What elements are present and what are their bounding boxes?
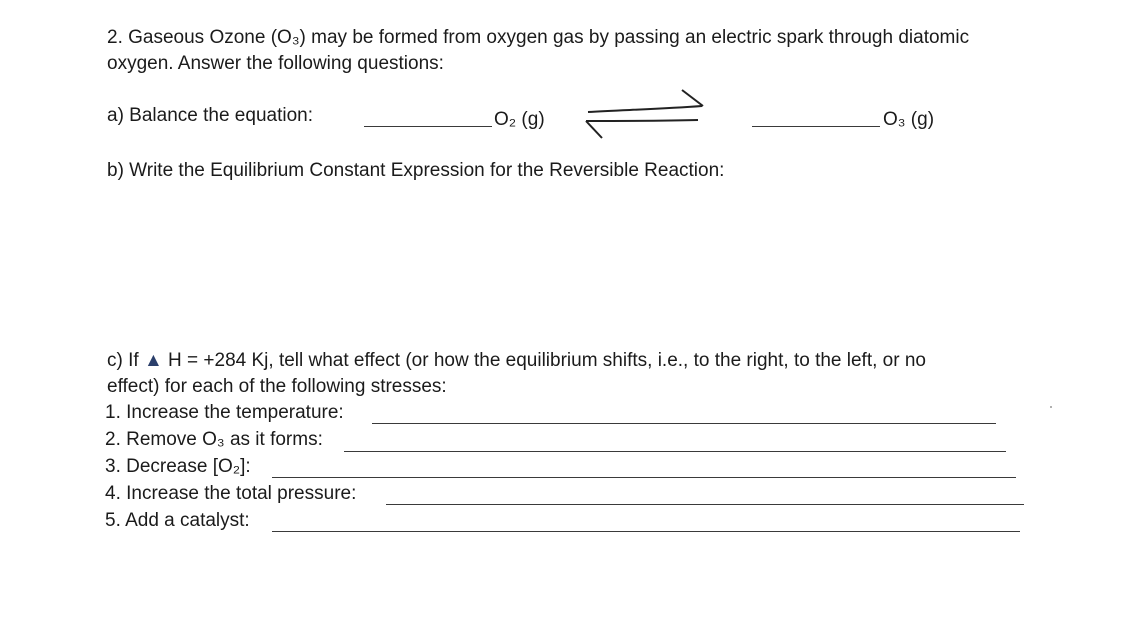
reactant-formula: O₂ (g)	[494, 109, 545, 130]
part-b-answer-area[interactable]	[107, 190, 1007, 330]
product-coefficient-blank[interactable]	[752, 126, 880, 127]
part-a-label: a) Balance the equation:	[107, 105, 313, 126]
stress-answer-3[interactable]	[272, 477, 1016, 478]
part-c-line1	[107, 349, 926, 373]
stress-answer-1[interactable]	[372, 423, 996, 424]
part-c-line1-rest: H = +284 Kj, tell what effect (or how the equilibrium shifts, i.e., to the right, to the left, or no	[168, 350, 926, 371]
reactant-coefficient-blank[interactable]	[364, 126, 492, 127]
stress-answer-2[interactable]	[344, 451, 1006, 452]
paper-speck	[1050, 406, 1052, 408]
equilibrium-arrows-icon	[582, 84, 708, 144]
part-c-prefix: c) If	[107, 350, 139, 371]
stress-item-1: 1. Increase the temperature:	[105, 402, 344, 423]
stress-item-2: 2. Remove O₃ as it forms:	[105, 429, 323, 450]
stress-item-4: 4. Increase the total pressure:	[105, 483, 357, 504]
question-intro-line1: 2. Gaseous Ozone (O₃) may be formed from oxygen gas by passing an electric spark through diatomic	[107, 27, 970, 48]
part-c-line2: effect) for each of the following stresses:	[107, 376, 447, 397]
product-formula: O₃ (g)	[883, 109, 935, 130]
stress-answer-5[interactable]	[272, 531, 1020, 532]
question-intro-line2: oxygen. Answer the following questions:	[107, 53, 444, 74]
stress-item-5: 5. Add a catalyst:	[105, 510, 250, 531]
part-b-label: b) Write the Equilibrium Constant Expression for the Reversible Reaction:	[107, 160, 725, 181]
stress-answer-4[interactable]	[386, 504, 1024, 505]
stress-item-3: 3. Decrease [O₂]:	[105, 456, 251, 477]
delta-triangle-icon: ▲	[143, 350, 163, 371]
